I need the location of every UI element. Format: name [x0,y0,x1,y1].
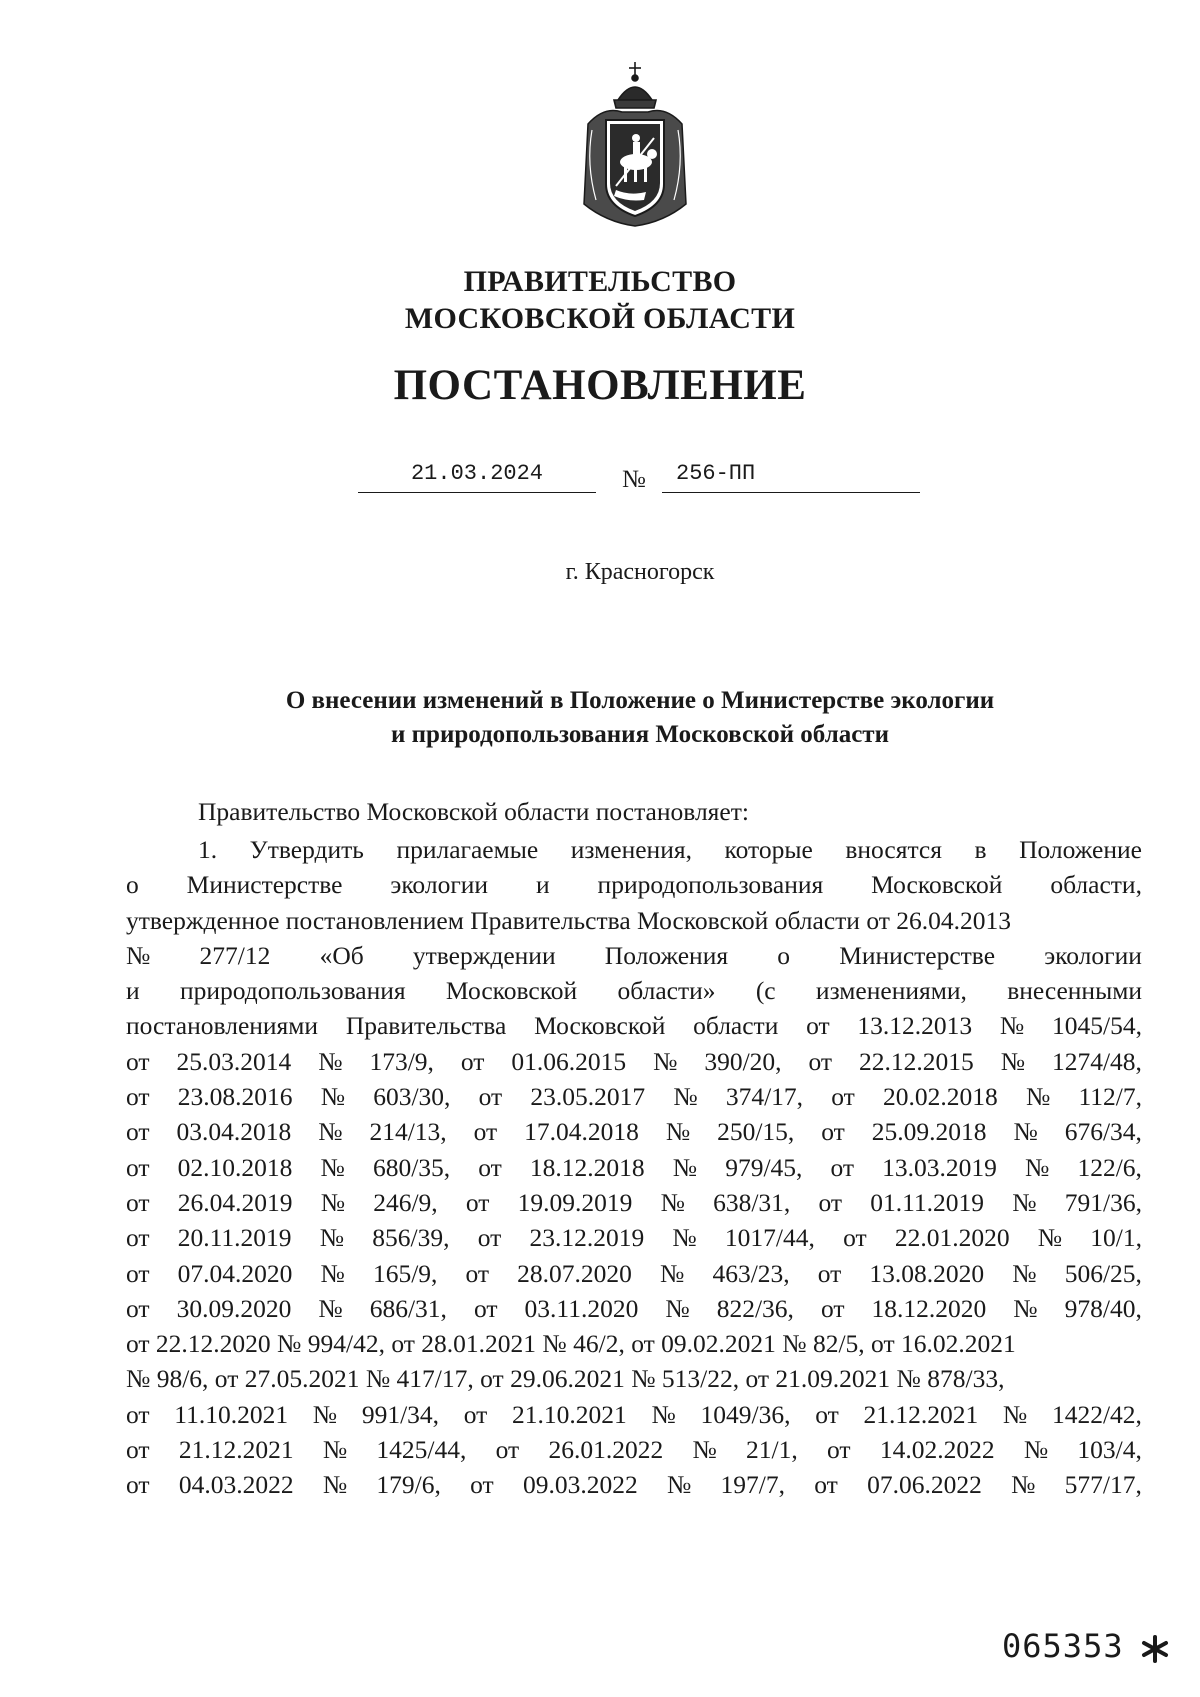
body-line: № 277/12 «Об утверждении Положения о Министерстве экологии [126,940,1142,970]
coat-of-arms-emblem [574,54,696,232]
government-title-line2: МОСКОВСКОЙ ОБЛАСТИ [404,302,796,335]
body-line: о Министерстве экологии и природопользования Московской области, [126,870,1142,900]
body-line: от 21.12.2021 № 1425/44, от 26.01.2022 № 21/1, от 14.02.2022 № 103/4, [126,1435,1142,1465]
body-line: от 02.10.2018 № 680/35, от 18.12.2018 № 979/45, от 13.03.2019 № 122/6, [126,1152,1142,1182]
body-line: от 04.03.2022 № 179/6, от 09.03.2022 № 197/7, от 07.06.2022 № 577/17, [126,1470,1142,1500]
body-line: утвержденное постановлением Правительства Московской области от 26.04.2013 [126,905,1012,935]
subject-line-1: О внесении изменений в Положение о Министерстве экологии [285,687,995,714]
intro-paragraph: Правительство Московской области постановляет: [198,797,749,826]
subject-line-2: и природопользования Московской области [390,721,889,748]
document-serial-number: 065353 [1002,1627,1124,1665]
body-line: постановлениями Правительства Московской области от 13.12.2013 № 1045/54, [126,1011,1142,1041]
body-line: от 03.04.2018 № 214/13, от 17.04.2018 № 250/15, от 25.09.2018 № 676/34, [126,1117,1142,1147]
body-line: от 30.09.2020 № 686/31, от 03.11.2020 № 822/36, от 18.12.2020 № 978/40, [126,1293,1142,1323]
government-title-line1: ПРАВИТЕЛЬСТВО [463,265,737,298]
document-city: г. Красногорск [565,559,715,585]
body-paragraph [126,832,1142,1503]
number-sign: № [622,466,646,493]
body-line: 1. Утвердить прилагаемые изменения, которые вносятся в Положение [198,835,1142,864]
document-number: 256-ПП [676,461,756,486]
body-line: от 20.11.2019 № 856/39, от 23.12.2019 № 1017/44, от 22.01.2020 № 10/1, [126,1223,1142,1253]
document-number-field [662,456,920,493]
body-line: от 26.04.2019 № 246/9, от 19.09.2019 № 638/31, от 01.11.2019 № 791/36, [126,1187,1142,1217]
body-line: от 25.03.2014 № 173/9, от 01.06.2015 № 390/20, от 22.12.2015 № 1274/48, [126,1046,1142,1076]
asterisk-stamp-icon [1140,1634,1170,1664]
body-line: от 22.12.2020 № 994/42, от 28.01.2021 № 46/2, от 09.02.2021 № 82/5, от 16.02.2021 [126,1329,1016,1359]
body-line: от 11.10.2021 № 991/34, от 21.10.2021 № 1049/36, от 21.12.2021 № 1422/42, [126,1399,1142,1429]
body-line: № 98/6, от 27.05.2021 № 417/17, от 29.06.2021 № 513/22, от 21.09.2021 № 878/33, [126,1364,1005,1394]
document-type-title: ПОСТАНОВЛЕНИЕ [393,362,807,409]
body-line: и природопользования Московской области» (с изменениями, внесенными [126,976,1142,1006]
body-line: от 07.04.2020 № 165/9, от 28.07.2020 № 463/23, от 13.08.2020 № 506/25, [126,1258,1142,1288]
body-line: от 23.08.2016 № 603/30, от 23.05.2017 № 374/17, от 20.02.2018 № 112/7, [126,1082,1142,1112]
document-date: 21.03.2024 [358,456,596,493]
